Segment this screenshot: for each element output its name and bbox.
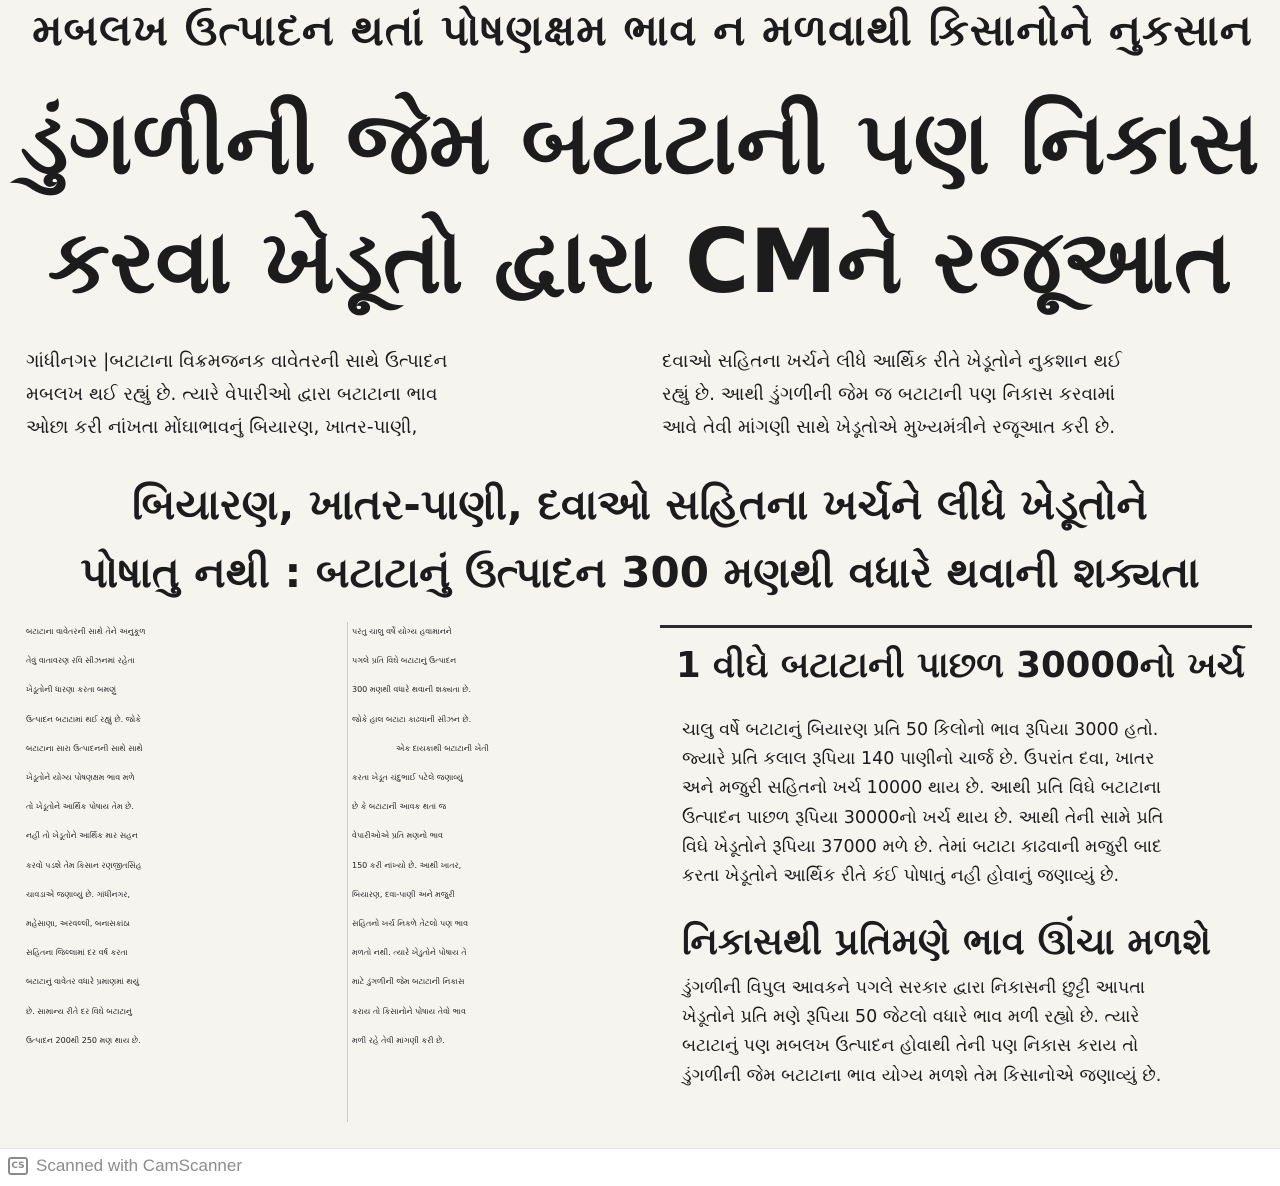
column-divider [347, 622, 348, 1122]
main-headline-line-1: ડુંગળીની જેમ બટાટાની પણ નિકાસ [20, 92, 1260, 194]
column-line: 150 કરી નાંખ્યો છે. આથી ખાતર, [352, 860, 462, 870]
column-line: કરતા ખેડૂત ચંદુભાઈ પટેલે જણાવ્યું [352, 773, 463, 783]
column-line: તેવું વાતાવરણ રવિ સીઝનમાં રહેતા [26, 656, 135, 666]
box-line: ડુંગળીની જેમ બટાટાના ભાવ યોગ્ય મળશે તેમ કિસાનોએ જણાવ્યું છે. [682, 1065, 1162, 1086]
column-line: ચાવડાએ જણાવ્યું છે. ગાંધીનગર, [26, 889, 130, 899]
box-line: વિઘે ખેડૂતોને રૂપિયા 37000 મળે છે. તેમાં બટાટા કાઢવાની મજુરી બાદ [682, 836, 1162, 857]
column-line: 300 મણથી વધારે થવાની શક્યતા છે. [352, 685, 472, 695]
box-top-rule [660, 625, 1252, 628]
column-line: પરંતુ ચાલુ વર્ષે યોગ્ય હવામાનને [352, 627, 452, 636]
lead-right-line: આવે તેવી માંગણી સાથે ખેડૂતોએ મુખ્યમંત્રીને રજૂઆત કરી છે. [662, 417, 1116, 438]
lead-left-line: ઓછા કરી નાંખતા મોંઘાભાવનું બિયારણ, ખાતર-પાણી, [26, 417, 418, 438]
box-heading-cost: 1 વીઘે બટાટાની પાછળ 30000નો ખર્ચ [676, 645, 1246, 686]
column-line: કરવો પડશે તેમ કિસાન રણજીતસિંહ [26, 860, 142, 870]
box-line: ડુંગળીની વિપુલ આવકને પગલે સરકાર દ્વારા નિકાસની છુટ્ટી આપતા [682, 978, 1146, 998]
column-line: બટાટાના વાવેતરની સાથે તેને અનુકૂળ [26, 627, 146, 636]
body-column-1 [26, 617, 346, 1055]
column-line: વેપારીઓએ પ્રતિ મણનો ભાવ [352, 831, 444, 841]
column-line: ઉત્પાદન 200થી 250 મણ થાય છે. [26, 1035, 141, 1045]
column-line: માટે ડુંગળીની જેમ બટાટાની નિકાસ [352, 977, 465, 987]
column-line: એક દાયકાથી બટાટાની ખેતી [396, 743, 489, 753]
kicker-headline: મબલખ ઉત્પાદન થતાં પોષણક્ષમ ભાવ ન મળવાથી કિસાનોને નુકસાન [32, 6, 1253, 56]
column-line: કરાય તો કિસાનોને પોષાય તેવો ભાવ [352, 1006, 466, 1016]
subheadline-line-1: બિયારણ, ખાતર-પાણી, દવાઓ સહિતના ખર્ચને લીધે ખેડૂતોને [132, 480, 1148, 529]
column-line: બિયારણ, દવા-પાણી અને મજુરી [352, 889, 455, 899]
column-line: તો ખેડૂતોને આર્થિક પોષાય તેમ છે. [26, 802, 134, 812]
column-line: છે. સામાન્ય રીતે દર વિઘે બટાટાનું [26, 1006, 133, 1016]
column-line: બટાટાનું વાવેતર વધારે પ્રમાણમાં થયું [26, 977, 140, 987]
box-line: કરતા ખેડૂતોને આર્થિક રીતે કંઈ પોષાતું નહી હોવાનું જણાવ્યું છે. [682, 866, 1120, 887]
column-line: ખેડૂતોની ધારણા કરતા બમણું [26, 685, 117, 695]
column-line: મળતો નથી. ત્યારે ખેડુતોને પોષાય તે [352, 948, 467, 958]
column-line: નહી તો ખેડૂતોને આર્થિક માર સહન [26, 831, 138, 841]
column-line: મળી રહે તેવી માંગણી કરી છે. [352, 1035, 445, 1045]
body-column-2 [352, 617, 657, 1055]
box-line: જ્યારે પ્રતિ કલાલ રૂપિયા 140 પાણીનો ચાર્જ છે. ઉપરાંત દવા, ખાતર [682, 749, 1155, 770]
subheadline-line-2: પોષાતુ નથી : બટાટાનું ઉત્પાદન 300 મણથી વધારે થવાની શક્યતા [80, 548, 1200, 597]
box-line: અને મજુરી સહિતનો ખર્ચ 10000 થાય છે. આથી પ્રતિ વિઘે બટાટાના [682, 778, 1162, 799]
box-line: ચાલુ વર્ષે બટાટાનું બિયારણ પ્રતિ 50 કિલોનો ભાવ રૂપિયા 3000 હતો. [682, 720, 1159, 740]
scanner-watermark-text: Scanned with CamScanner [36, 1156, 243, 1175]
column-line: સહિતના જિલ્લામાં દર વર્ષ કરતા [26, 948, 128, 958]
box-line: બટાટાનું પણ મબલખ ઉત્પાદન હોવાથી તેની પણ નિકાસ કરાય તો [682, 1036, 1139, 1057]
column-line: ખેડૂતોને યોગ્ય પોષણક્ષમ ભાવ મળે [26, 773, 135, 783]
main-headline-line-2: કરવા ખેડૂતો દ્વારા CMને રજૂઆત [47, 210, 1233, 313]
box-heading-export: નિકાસથી પ્રતિમણે ભાવ ઊંચા મળશે [682, 920, 1212, 963]
box-line: ઉત્પાદન પાછળ રૂપિયા 30000નો ખર્ચ થાય છે. આથી તેની સામે પ્રતિ [682, 807, 1164, 828]
column-line: બટાટાના સારા ઉત્પાદનની સાથે સાથે [26, 743, 143, 753]
lead-left-line: ગાંધીનગર |બટાટાના વિક્રમજનક વાવેતરની સાથે ઉત્પાદન [26, 351, 448, 372]
column-line: જોકે હાલ બટાટા કાઢવાની સીઝન છે. [352, 714, 472, 724]
box-body-export [682, 974, 1161, 1091]
lead-left-line: મબલખ થઈ રહ્યું છે. ત્યારે વેપારીઓ દ્વારા બટાટાના ભાવ [26, 384, 438, 405]
column-line: મહેસાણા, અરવલ્લી, બનાસકાંઠા [26, 919, 130, 929]
column-line: છે કે બટાટાની આવક થતાં જ [352, 802, 447, 812]
column-line: સહિતનો ખર્ચ નિકળે તેટલો પણ ભાવ [352, 919, 469, 929]
box-body-cost [682, 716, 1163, 891]
lead-paragraph-right [662, 345, 1280, 444]
column-line: ઉત્પાદન બટાટામાં થઈ રહ્યું છે. જોકે [26, 714, 141, 724]
lead-paragraph-left [26, 345, 651, 444]
column-line: પગલે પ્રતિ વિઘે બટાટાનું ઉત્પાદન [352, 656, 457, 666]
scanner-watermark-bar [0, 1148, 1280, 1186]
camscanner-logo-icon: CS [8, 1157, 28, 1175]
lead-right-line: દવાઓ સહિતના ખર્ચને લીધે આર્થિક રીતે ખેડૂતોને નુકશાન થઈ [662, 351, 1123, 372]
box-line: ખેડૂતોને પ્રતિ મણે રૂપિયા 50 જેટલો વધારે ભાવ મળી રહ્યો છે. ત્યારે [682, 1007, 1140, 1028]
lead-right-line: રહ્યું છે. આથી ડુંગળીની જેમ જ બટાટાની પણ નિકાસ કરવામાં [662, 384, 1116, 405]
